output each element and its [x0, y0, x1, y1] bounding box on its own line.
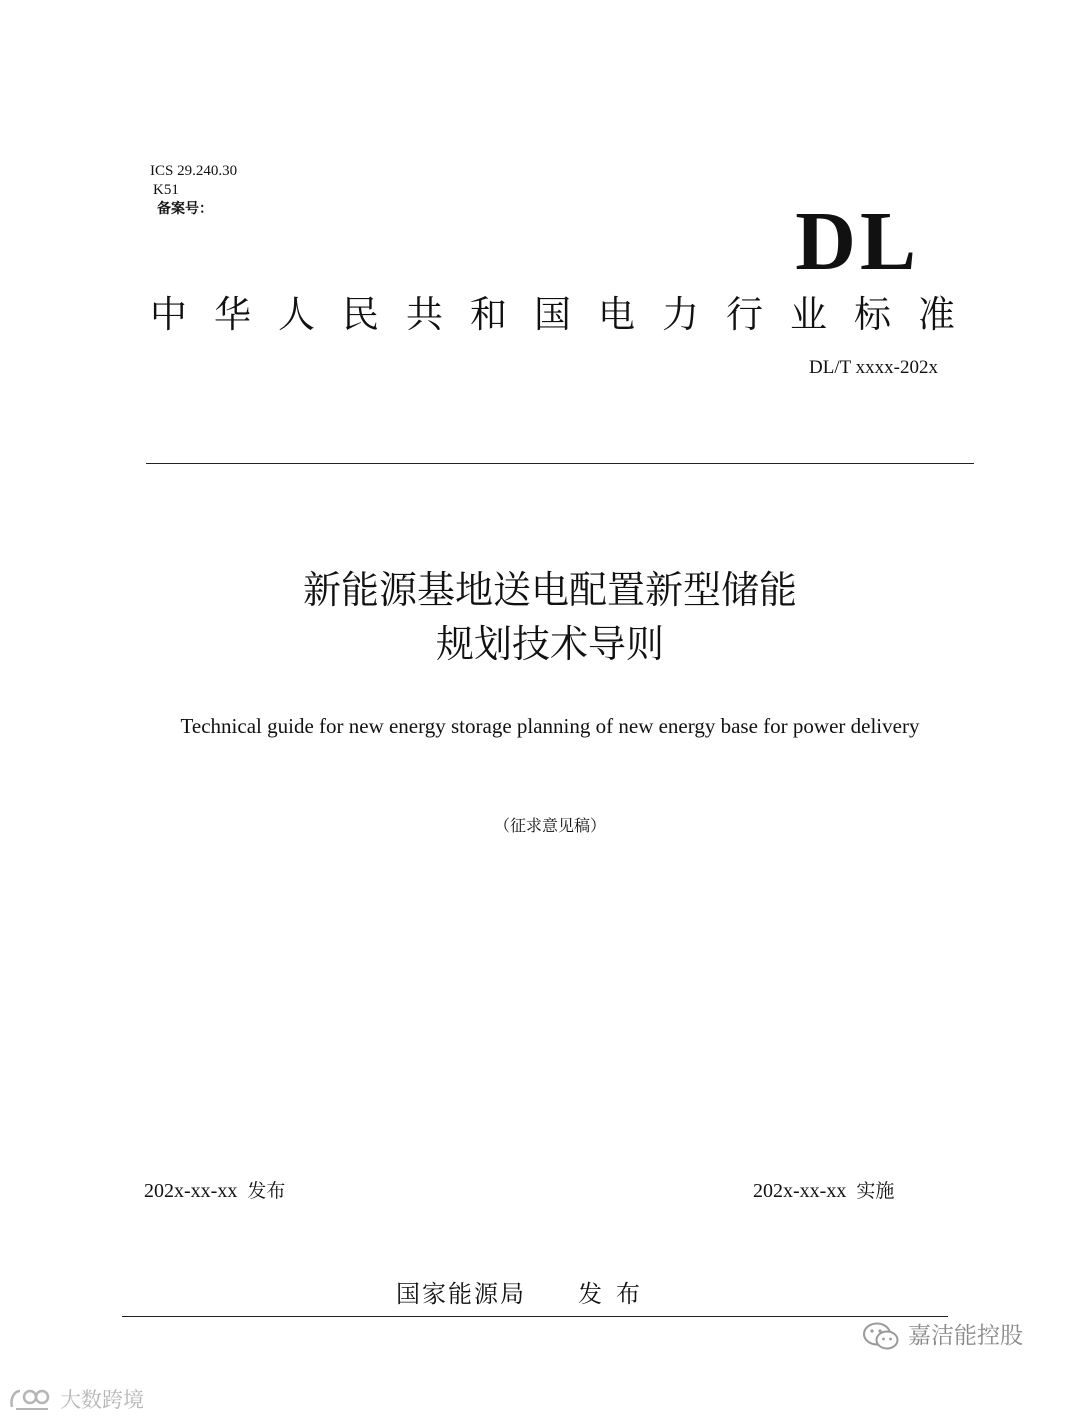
draft-note: （征求意见稿） — [493, 816, 606, 835]
dl-standard-mark: DL — [795, 195, 920, 288]
publish-date-row — [144, 1178, 285, 1204]
implement-date: 202x-xx-xx — [753, 1180, 847, 1202]
wechat-icon — [862, 1321, 900, 1351]
site-watermark-text: 大数跨境 — [60, 1388, 144, 1412]
english-title: Technical guide for new energy storage planning of new energy base for power delivery — [180, 714, 920, 738]
chinese-title-line-1: 新能源基地送电配置新型储能 — [302, 568, 797, 612]
brand-logo-icon — [8, 1387, 52, 1413]
wechat-watermark — [862, 1316, 1023, 1356]
record-number-label: 备案号： — [157, 201, 213, 217]
implement-label: 实施 — [856, 1180, 895, 1202]
standard-code: DL/T xxxx-202x — [809, 357, 938, 378]
bottom-divider — [122, 1316, 948, 1317]
chinese-title — [140, 563, 960, 671]
site-watermark — [8, 1384, 144, 1416]
top-divider — [146, 463, 974, 464]
publisher-org: 国家能源局 — [396, 1280, 526, 1308]
chinese-title-line-2: 规划技术导则 — [435, 622, 664, 666]
wechat-watermark-text: 嘉洁能控股 — [908, 1323, 1023, 1349]
publish-label: 发布 — [247, 1180, 286, 1202]
ics-code: ICS 29.240.30 — [150, 163, 238, 179]
standard-name: 中华人民共和国电力行业标准 — [150, 293, 982, 336]
publisher-action: 发布 — [578, 1280, 654, 1308]
implement-date-row — [753, 1178, 894, 1204]
publisher-line — [396, 1278, 654, 1310]
publish-date: 202x-xx-xx — [144, 1180, 238, 1202]
ccs-code: K51 — [153, 182, 179, 198]
